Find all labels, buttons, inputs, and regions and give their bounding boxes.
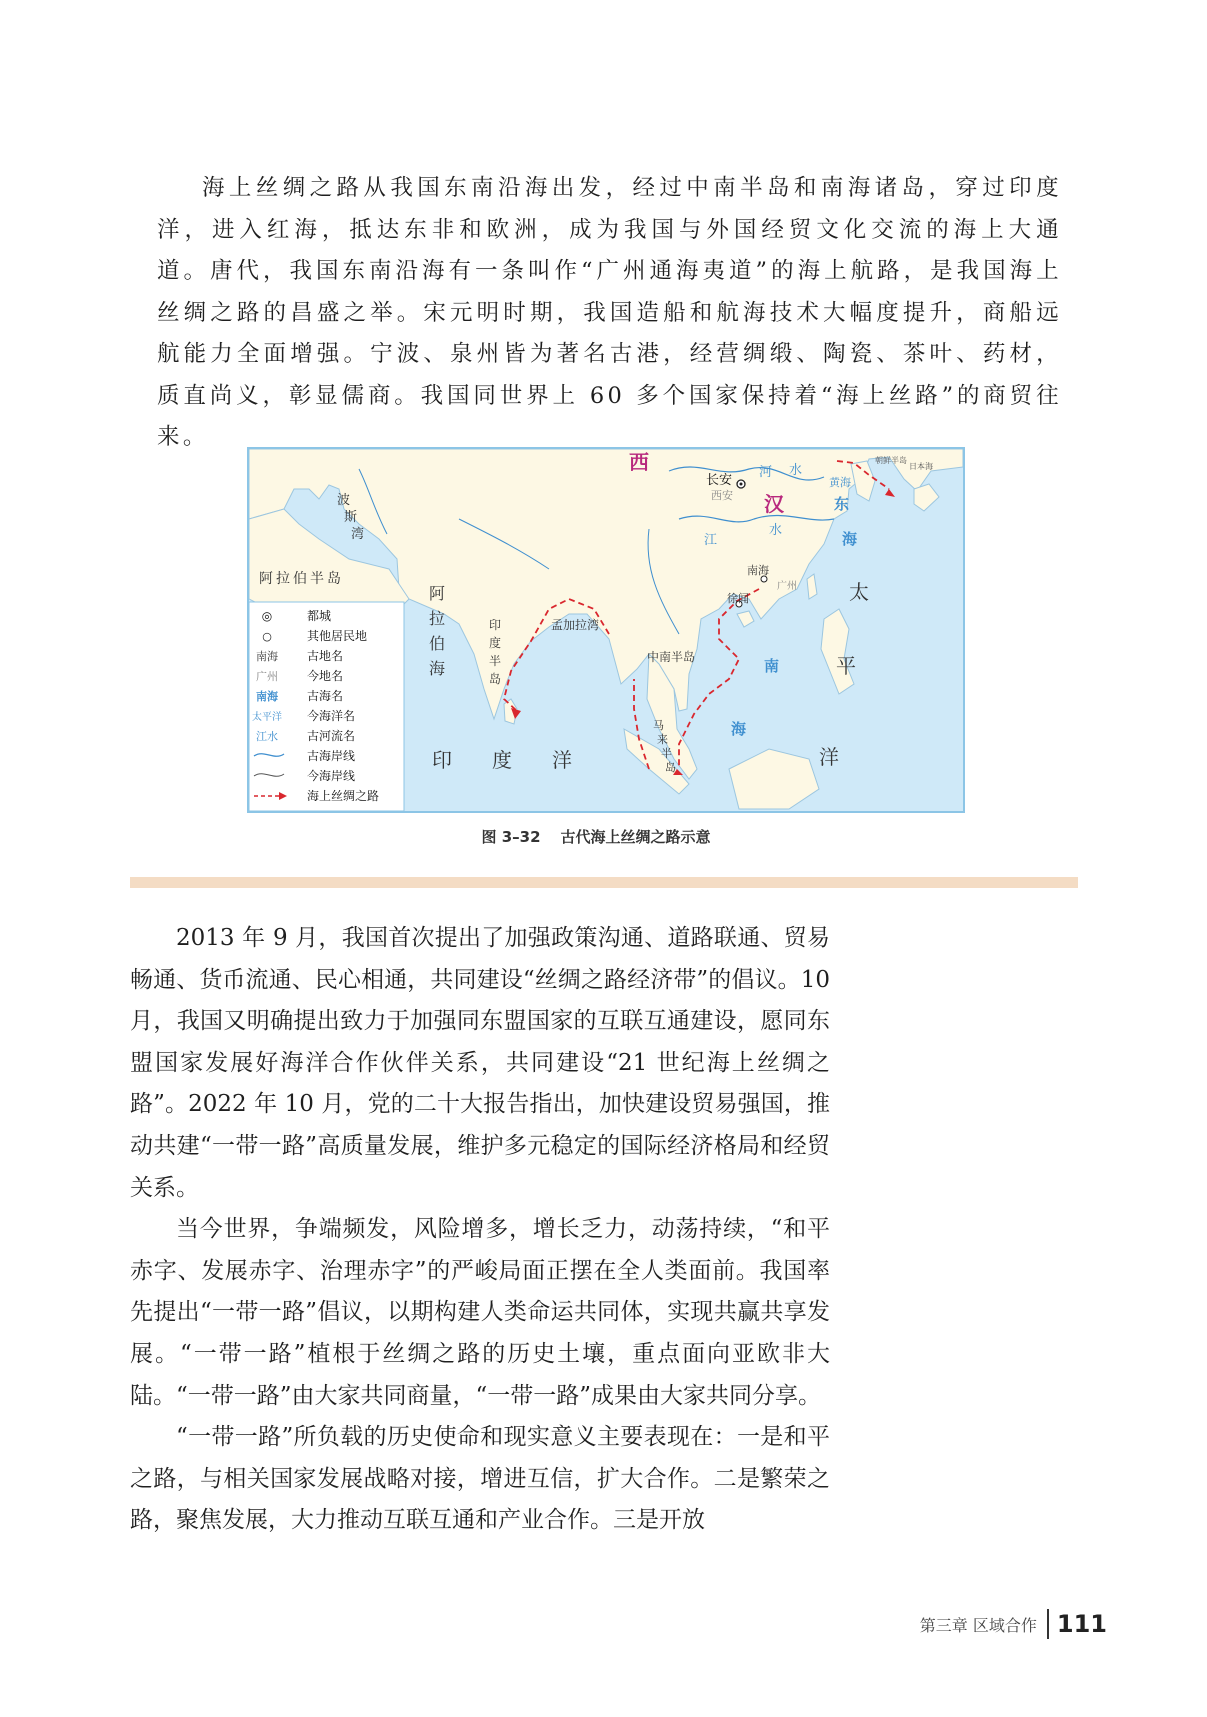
label-india-3: 半: [489, 654, 502, 668]
label-jiang: 江: [704, 533, 718, 548]
chapter-title: 第三章 区域合作: [919, 1615, 1037, 1635]
label-chaoxian: 朝鲜半岛: [875, 456, 907, 465]
legend-symbol: 广州: [256, 670, 278, 683]
philippines: [821, 609, 854, 694]
label-india-1: 印: [489, 618, 502, 632]
section-divider: [130, 877, 1078, 888]
label-donghai-hai: 海: [842, 530, 858, 548]
label-zhongnan: 中南半岛: [647, 650, 696, 664]
label-tai: 太: [849, 580, 869, 604]
japan: [914, 484, 939, 511]
label-xuwen: 徐闻: [727, 592, 749, 605]
label-indian-ocean-3: 洋: [552, 748, 572, 772]
label-alabo-sea-1: 阿: [429, 584, 446, 603]
borneo: [729, 749, 819, 809]
label-shui2: 水: [769, 523, 783, 538]
paragraph: “一带一路”所负载的历史使命和现实意义主要表现在：一是和平之路，与相关国家发展战略对接，增进互信，扩大合作。二是繁荣之路，聚焦发展，大力推动互联互通和产业合作。三是开放: [130, 1424, 830, 1534]
body-text: [130, 918, 830, 1542]
label-indian-ocean-2: 度: [492, 748, 512, 772]
figure-title: 古代海上丝绸之路示意: [560, 828, 711, 846]
page-number: 111: [1056, 1610, 1107, 1638]
label-ping: 平: [836, 654, 856, 678]
label-yang: 洋: [819, 745, 839, 769]
legend-label: 其他居民地: [307, 629, 368, 643]
figure-caption: [247, 826, 965, 847]
figure-number: 图 3–32: [481, 828, 541, 846]
label-malay-1: 马: [653, 719, 664, 732]
silk-road-map: [247, 447, 965, 813]
label-malay-4: 岛: [665, 761, 676, 774]
map-legend: [249, 602, 404, 811]
legend-label: 古河流名: [307, 729, 356, 743]
legend-label: 都城: [307, 609, 332, 623]
legend-symbol: 南海: [256, 690, 278, 703]
label-xian: 西安: [711, 489, 733, 502]
label-nanhai-city: 南海: [747, 564, 769, 577]
label-malay-3: 半: [661, 747, 672, 760]
intro-paragraph: 海上丝绸之路从我国东南沿海出发，经过中南半岛和南海诸岛，穿过印度洋，进入红海，抵达东非和欧洲，成为我国与外国经贸文化交流的海上大通道。唐代，我国东南沿海有一条叫作“广州通海夷道”的海上航路，是我国海上丝绸之路的昌盛之举。宋元明时期，我国造船和航海技术大幅度提升，商船远航能力全面增强。宁波、泉州皆为著名古港，经营绸缎、陶瓷、茶叶、药材，质直尚义，彰显儒商。我国同世界上 60 多个国家保持着“海上丝路”的商贸往来。: [157, 175, 1062, 450]
route-arrowhead: [885, 489, 895, 497]
label-he: 河: [759, 465, 773, 480]
legend-symbol: 江水: [256, 730, 278, 743]
label-ribenhai: 日本海: [909, 462, 933, 471]
label-bosi3: 湾: [351, 527, 365, 542]
label-hai: 海: [731, 720, 747, 738]
hainan: [737, 611, 754, 627]
label-malay-2: 来: [657, 733, 668, 746]
legend-label: 今地名: [307, 669, 344, 683]
legend-symbol: 南海: [256, 650, 278, 663]
legend-symbol: 太平洋: [252, 712, 282, 723]
taiwan: [807, 574, 817, 599]
label-xi: 西: [629, 450, 649, 474]
korea: [851, 461, 875, 501]
legend-capital-icon: ◎: [261, 609, 273, 623]
label-shui1: 水: [789, 463, 803, 478]
label-nan: 南: [764, 657, 780, 675]
label-changan: 长安: [706, 473, 733, 488]
label-bosi2: 斯: [344, 510, 358, 525]
paragraph: 当今世界，争端频发，风险增多，增长乏力，动荡持续，“和平赤字、发展赤字、治理赤字”的严峻局面正摆在全人类面前。我国率先提出“一带一路”倡议，以期构建人类命运共同体，实现共赢共享发展。“一带一路”植根于丝绸之路的历史土壤，重点面向亚欧非大陆。“一带一路”由大家共同商量，“一带一路”成果由大家共同分享。: [130, 1216, 830, 1409]
label-india-2: 度: [489, 636, 502, 650]
legend-label: 古海岸线: [307, 749, 356, 763]
label-alabo-sea-3: 伯: [429, 634, 446, 653]
label-bosi1: 波: [337, 493, 351, 508]
label-alabo-peninsula: 阿拉伯半岛: [259, 571, 344, 587]
label-huanghai: 黄海: [829, 476, 851, 489]
legend-label: 海上丝绸之路: [307, 789, 380, 803]
page-footer: [920, 1604, 1107, 1644]
changan-marker-dot: [740, 483, 743, 486]
label-han: 汉: [764, 492, 784, 516]
label-alabo-sea-4: 海: [429, 659, 446, 678]
legend-label: 古海名: [307, 689, 344, 703]
label-india-4: 岛: [489, 672, 502, 686]
label-alabo-sea-2: 拉: [429, 609, 446, 628]
label-guangzhou: 广州: [777, 581, 797, 592]
legend-settlement-icon: ○: [262, 630, 272, 643]
label-indian-ocean-1: 印: [432, 748, 452, 772]
intro-box: [157, 168, 1062, 459]
legend-label: 今海岸线: [307, 769, 356, 783]
legend-label: 古地名: [307, 649, 344, 663]
legend-label: 今海洋名: [307, 709, 356, 723]
label-mengjiala: 孟加拉湾: [551, 618, 600, 632]
label-donghai-dong: 东: [834, 495, 850, 513]
paragraph: 2013 年 9 月，我国首次提出了加强政策沟通、道路联通、贸易畅通、货币流通、民心相通，共同建设“丝绸之路经济带”的倡议。10 月，我国又明确提出致力于加强同东盟国家的互联互通建设，愿同东盟国家发展好海洋合作伙伴关系，共同建设“21 世纪海上丝绸之路”。2022 年 10 月，党的二十大报告指出，加快建设贸易强国，推动共建“一带一路”高质量发展，维护多元稳定的国际经济格局和经贸关系。: [130, 925, 830, 1201]
footer-divider: [1047, 1609, 1049, 1639]
